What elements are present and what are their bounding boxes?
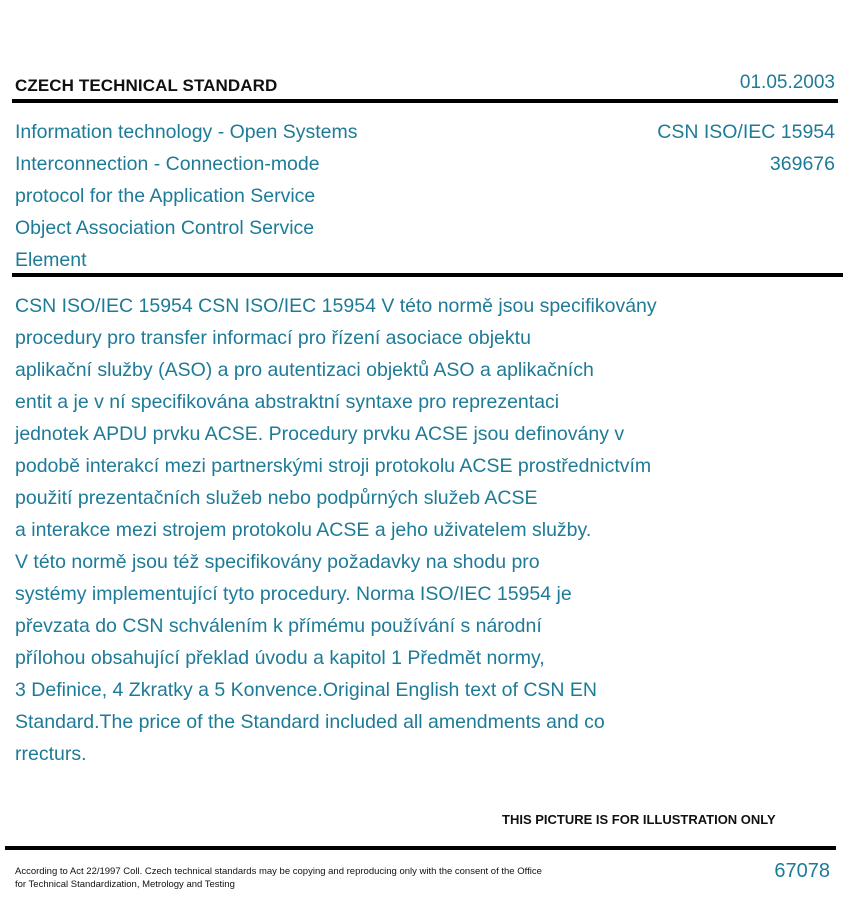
abstract-line: přílohou obsahující překlad úvodu a kapitol 1 Předmět normy, <box>15 647 545 669</box>
abstract-line: entit a je v ní specifikována abstraktní syntaxe pro reprezentaci <box>15 391 560 413</box>
abstract <box>15 290 775 770</box>
abstract-line: aplikační služby (ASO) a pro autentizaci objektů ASO a aplikačních <box>15 359 594 381</box>
title-rule <box>12 273 843 277</box>
title-line: Information technology - Open Systems <box>15 121 358 143</box>
standard-identifiers <box>657 116 835 180</box>
abstract-line: CSN ISO/IEC 15954 CSN ISO/IEC 15954 V této normě jsou specifikovány <box>15 295 657 317</box>
abstract-line: procedury pro transfer informací pro řízení asociace objektu <box>15 327 531 349</box>
header-label: CZECH TECHNICAL STANDARD <box>15 76 278 95</box>
illustration-note: THIS PICTURE IS FOR ILLUSTRATION ONLY <box>502 812 776 827</box>
abstract-line: a interakce mezi strojem protokolu ACSE a jeho uživatelem služby. <box>15 519 592 541</box>
title-line: Element <box>15 249 87 271</box>
footer-rule <box>5 846 836 850</box>
title-line: protocol for the Application Service <box>15 185 316 207</box>
legal-line: for Technical Standardization, Metrology and Testing <box>15 879 235 890</box>
title-line: Interconnection - Connection-mode <box>15 153 320 175</box>
publication-date: 01.05.2003 <box>739 72 835 93</box>
header-rule <box>12 99 838 103</box>
abstract-line: 3 Definice, 4 Zkratky a 5 Konvence.Original English text of CSN EN <box>15 679 598 701</box>
legal-line: According to Act 22/1997 Coll. Czech technical standards may be copying and reproducing only with the consent of the Office <box>15 866 542 877</box>
abstract-line: jednotek APDU prvku ACSE. Procedury prvku ACSE jsou definovány v <box>15 423 625 445</box>
legal-notice <box>15 865 595 891</box>
abstract-line: rrecturs. <box>15 743 87 765</box>
title-line: Object Association Control Service <box>15 217 315 239</box>
catalog-number: 369676 <box>769 153 835 175</box>
abstract-line: systémy implementující tyto procedury. Norma ISO/IEC 15954 je <box>15 583 572 605</box>
standard-number: CSN ISO/IEC 15954 <box>657 121 835 143</box>
abstract-line: V této normě jsou též specifikovány požadavky na shodu pro <box>15 551 540 573</box>
document-code: 67078 <box>774 860 830 882</box>
abstract-line: převzata do CSN schválením k přímému používání s národní <box>15 615 542 637</box>
abstract-line: použití prezentačních služeb nebo podpůrných služeb ACSE <box>15 487 538 509</box>
abstract-line: Standard.The price of the Standard included all amendments and co <box>15 711 605 733</box>
standard-title <box>15 116 435 276</box>
abstract-line: podobě interakcí mezi partnerskými stroji protokolu ACSE prostřednictvím <box>15 455 652 477</box>
